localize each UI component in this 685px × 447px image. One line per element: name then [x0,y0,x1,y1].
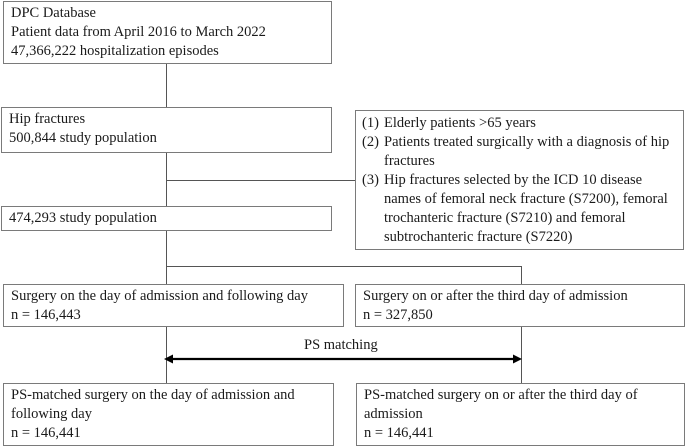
connector-split-right [521,266,522,284]
database-period: Patient data from April 2016 to March 2022 [11,24,266,40]
connector-split-left [166,266,167,284]
box-early-surgery [3,284,344,327]
late-count: n = 327,850 [363,307,433,323]
study-population: 474,293 study population [9,210,157,226]
hip-population: 500,844 study population [9,130,157,146]
database-title: DPC Database [11,5,96,21]
criterion-2: (2) Patients treated surgically with a diagnosis of hip fractures [362,134,670,169]
early-matched-title-1: PS-matched surgery on the day of admission and [11,387,295,403]
box-late-matched [356,383,685,446]
late-matched-count: n = 146,441 [364,425,434,441]
criterion-1: (1) Elderly patients >65 years [362,115,536,131]
late-matched-title-1: PS-matched surgery on or after the third day of [364,387,638,403]
early-title: Surgery on the day of admission and following day [11,288,308,304]
connector-study-to-split [166,230,167,266]
early-count: n = 146,443 [11,307,81,323]
hip-title: Hip fractures [9,111,86,127]
box-inclusion-criteria [355,110,684,250]
ps-matching-label: PS matching [304,337,378,353]
criteria-list [362,114,677,247]
box-dpc-database [3,1,332,64]
box-early-matched [3,383,334,446]
connector-db-to-hip [166,64,167,108]
criterion-3: (3) Hip fractures selected by the ICD 10 disease names of femoral neck fracture (S7200), femoral trochanteric fracture (S7210) and femoral subtrochanteric fracture (S7220) [362,172,668,245]
box-hip-fractures [1,107,332,153]
connector-split [166,266,522,267]
late-matched-title-2: admission [364,406,423,422]
early-matched-count: n = 146,441 [11,425,81,441]
early-matched-title-2: following day [11,406,92,422]
database-episodes: 47,366,222 hospitalization episodes [11,43,219,59]
ps-matching-arrow-icon [164,353,524,365]
box-late-surgery [355,284,685,327]
box-study-population [1,206,332,231]
late-title: Surgery on or after the third day of admission [363,288,628,304]
connector-exclusion-branch [166,180,355,181]
